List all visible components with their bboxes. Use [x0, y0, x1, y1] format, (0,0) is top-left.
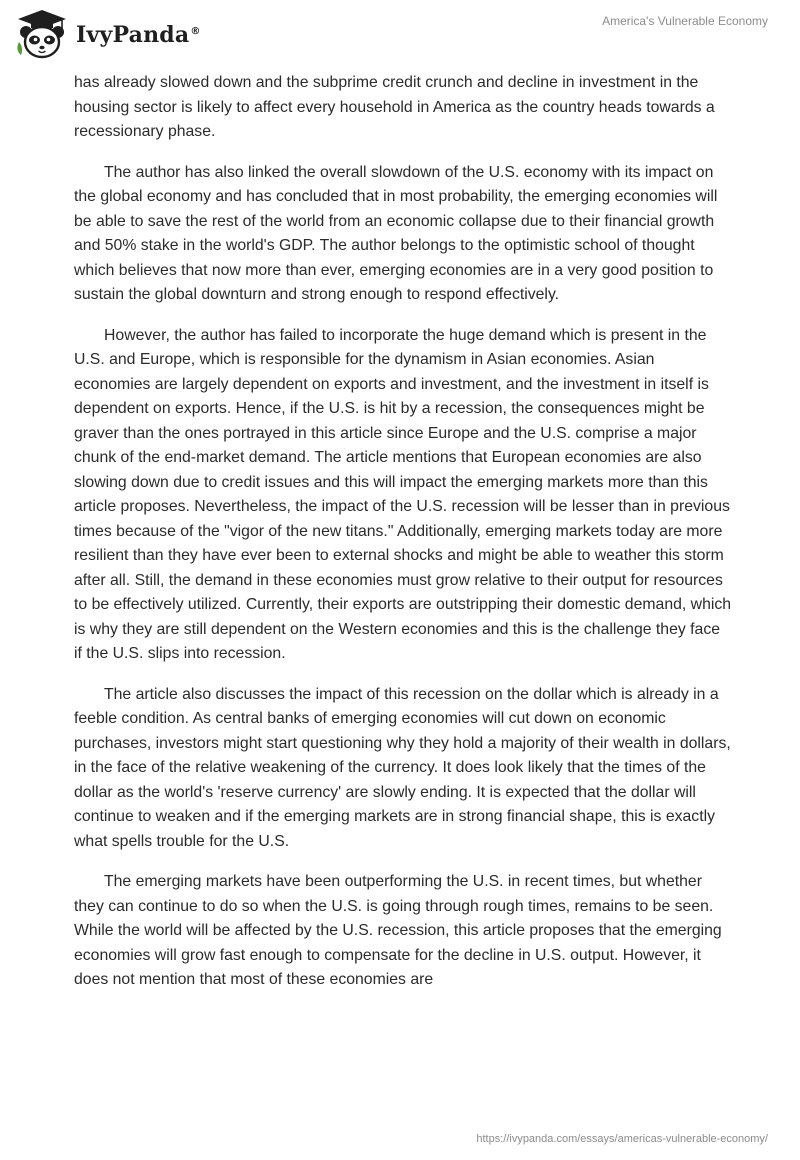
essay-body	[74, 71, 732, 1009]
paragraph: The article also discusses the impact of this recession on the dollar which is already in a feeble condition. As central banks of emerging economies will cut down on economic purchases, investors might start questioning why they hold a majority of their wealth in dollars, in the face of the relative weakening of the currency. It does look likely that the times of the dollar as the world's 'reserve currency' are slowly ending. It is expected that the dollar will continue to weaken and if the emerging markets are in strong financial shape, this is exactly what spells trouble for the U.S.	[74, 685, 731, 850]
panda-graduate-icon	[14, 8, 70, 60]
paragraph: The emerging markets have been outperforming the U.S. in recent times, but whether they can continue to do so when the U.S. is going through rough times, remains to be seen. While the world will be affected by the U.S. recession, this article proposes that the emerging economies will grow fast enough to compensate for the decline in U.S. output. However, it does not mention that most of these economies are	[74, 873, 722, 988]
paragraph: has already slowed down and the subprime credit crunch and decline in investment in the housing sector is likely to affect every household in America as the country heads towards a recessionary phase.	[74, 74, 715, 140]
source-url-link[interactable]: https://ivypanda.com/essays/americas-vulnerable-economy/	[476, 1133, 768, 1145]
paragraph: The author has also linked the overall slowdown of the U.S. economy with its impact on the global economy and has concluded that in most probability, the emerging economies will be able to save the rest of the world from an economic collapse due to their financial growth and 50% stake in the world's GDP. The author belongs to the optimistic school of thought which believes that now more than ever, emerging economies are in a very good position to sustain the global downturn and strong enough to respond effectively.	[74, 163, 718, 303]
paragraph: However, the author has failed to incorporate the huge demand which is present in the U.S. and Europe, which is responsible for the dynamism in Asian economies. Asian economies are largely dependent on exports and investment, and the investment in itself is dependent on exports. Hence, if the U.S. is hit by a recession, the consequences might be graver than the ones portrayed in this article since Europe and the U.S. comprise a major chunk of the end-market demand. The article mentions that European economies are also slowing down due to credit issues and this will impact the emerging markets more than this article proposes. Nevertheless, the impact of the U.S. recession will be lesser than in previous times because of the "vigor of the new titans." Additionally, emerging markets today are more resilient than they have ever been to external shocks and might be able to weather this storm after all. Still, the demand in these economies must grow relative to their output for resources to be effectively utilized. Currently, their exports are outstripping their domestic demand, which is why they are still dependent on the Western economies and this is the challenge they face if the U.S. slips into recession.	[74, 326, 732, 662]
page-header	[0, 0, 800, 70]
logo-wordmark: IvyPanda®	[76, 22, 201, 48]
document-title: America's Vulnerable Economy	[602, 14, 768, 28]
ivypanda-logo[interactable]	[14, 6, 201, 62]
